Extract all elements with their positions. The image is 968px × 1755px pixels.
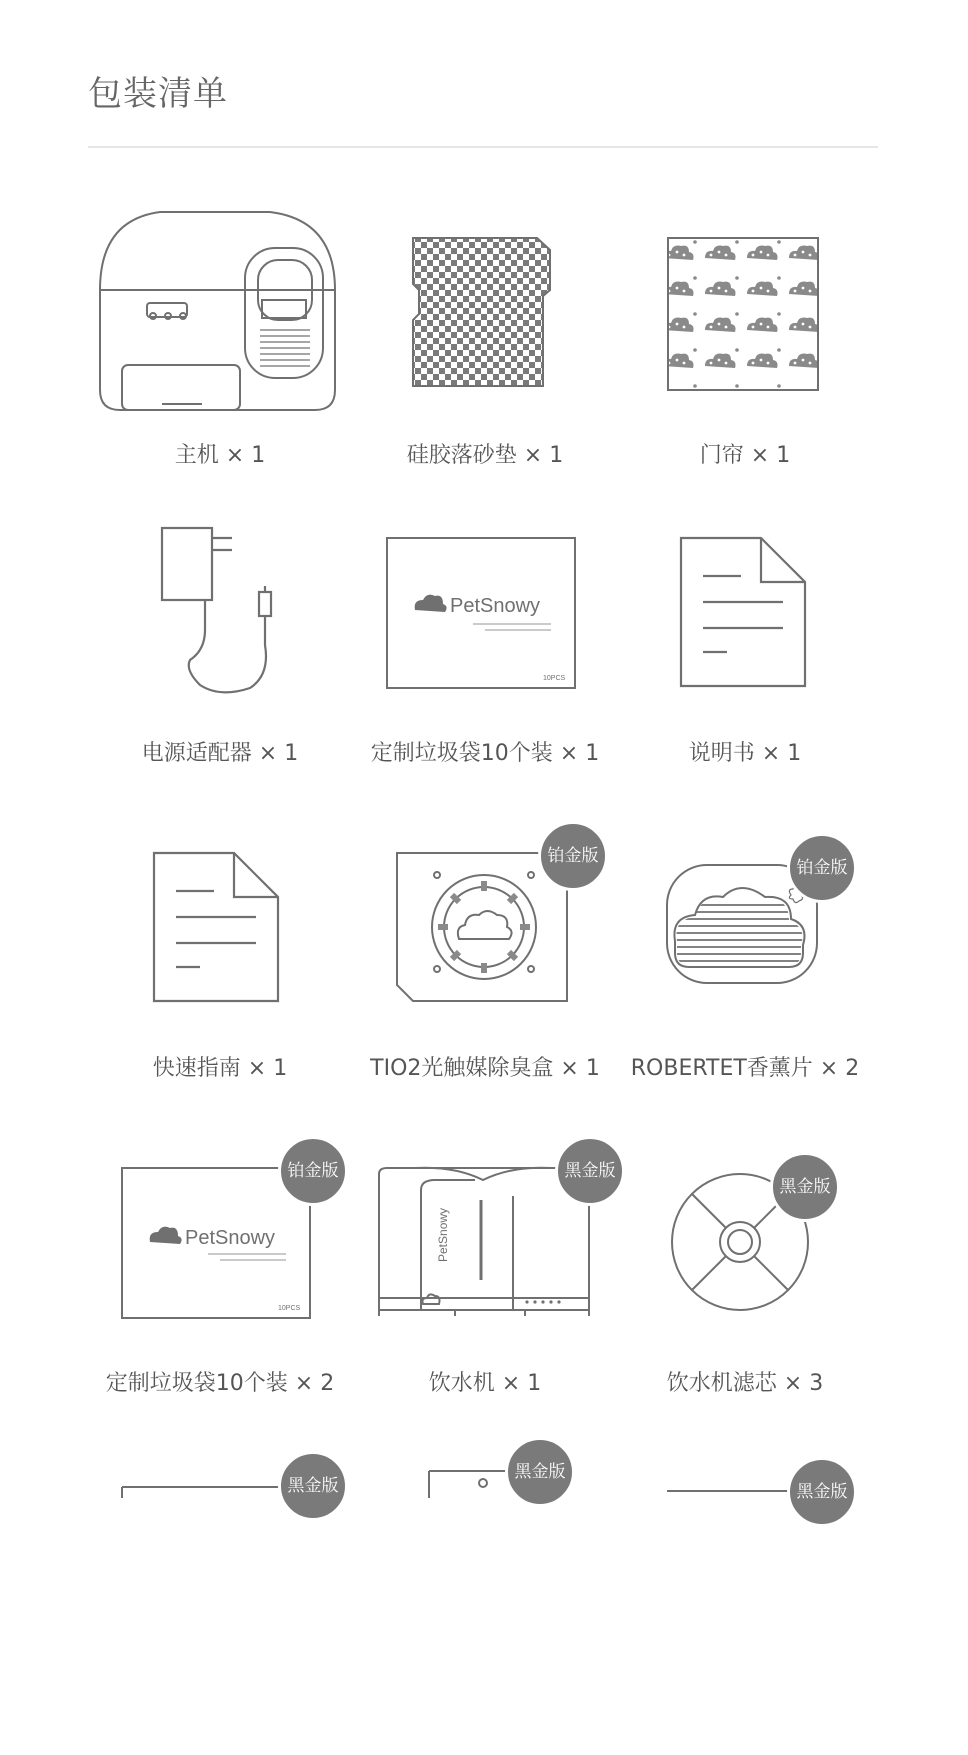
- item-label: 定制垃圾袋10个装 × 2: [105, 1371, 335, 1396]
- trash-bag-pack-icon: [355, 520, 615, 720]
- item-partial-3: [615, 1455, 875, 1755]
- item-label: TIO2光触媒除臭盒 × 1: [370, 1056, 600, 1081]
- item-quick-guide: [90, 835, 350, 1135]
- item-label: 电源适配器 × 1: [141, 741, 299, 766]
- item-label: 说明书 × 1: [688, 741, 802, 766]
- edition-badge: 铂金版: [278, 1136, 348, 1206]
- item-label: 快速指南 × 1: [152, 1056, 288, 1081]
- title-divider: [88, 146, 878, 148]
- edition-badge: 铂金版: [538, 821, 608, 891]
- manual-icon: [615, 520, 875, 720]
- pack-text: 10PCS: [278, 1305, 301, 1312]
- pack-text: 10PCS: [543, 675, 566, 682]
- brand-text: PetSnowy: [185, 1227, 276, 1249]
- page-title: 包装清单: [88, 74, 228, 114]
- quick-guide-icon: [90, 835, 350, 1035]
- item-label: 饮水机 × 1: [428, 1371, 542, 1396]
- item-label: ROBERTET香薰片 × 2: [630, 1056, 860, 1081]
- edition-badge: 黑金版: [770, 1152, 840, 1222]
- edition-badge: 黑金版: [555, 1136, 625, 1206]
- item-label: 饮水机滤芯 × 3: [666, 1371, 824, 1396]
- item-label: 主机 × 1: [174, 443, 266, 468]
- item-filter: [615, 1150, 875, 1450]
- edition-badge: 黑金版: [278, 1451, 348, 1521]
- edition-badge: 黑金版: [787, 1457, 857, 1527]
- brand-text: PetSnowy: [436, 1207, 450, 1262]
- item-partial-2: [355, 1455, 615, 1755]
- item-label: 硅胶落砂垫 × 1: [406, 443, 564, 468]
- item-silicone-mat: [355, 200, 615, 500]
- item-trash-bags: [355, 520, 615, 820]
- item-label: 门帘 × 1: [699, 443, 791, 468]
- partial-item-icon: [355, 1455, 615, 1498]
- item-door-curtain: [615, 200, 875, 500]
- litter-box-host-icon: [90, 200, 350, 420]
- item-trash-bags-2: [90, 1150, 350, 1450]
- item-power-adapter: [90, 520, 350, 820]
- door-curtain-icon: [615, 200, 875, 420]
- power-adapter-icon: [90, 520, 350, 720]
- item-fragrance: [615, 835, 875, 1135]
- edition-badge: 铂金版: [787, 833, 857, 903]
- item-partial-1: [90, 1455, 350, 1755]
- item-water-fountain: [355, 1150, 615, 1450]
- silicone-mat-icon: [355, 200, 615, 420]
- item-host: [90, 200, 350, 500]
- edition-badge: 黑金版: [505, 1437, 575, 1507]
- item-manual: [615, 520, 875, 820]
- item-label: 定制垃圾袋10个装 × 1: [370, 741, 600, 766]
- item-deodorizer: [355, 835, 615, 1135]
- brand-text: PetSnowy: [450, 595, 541, 617]
